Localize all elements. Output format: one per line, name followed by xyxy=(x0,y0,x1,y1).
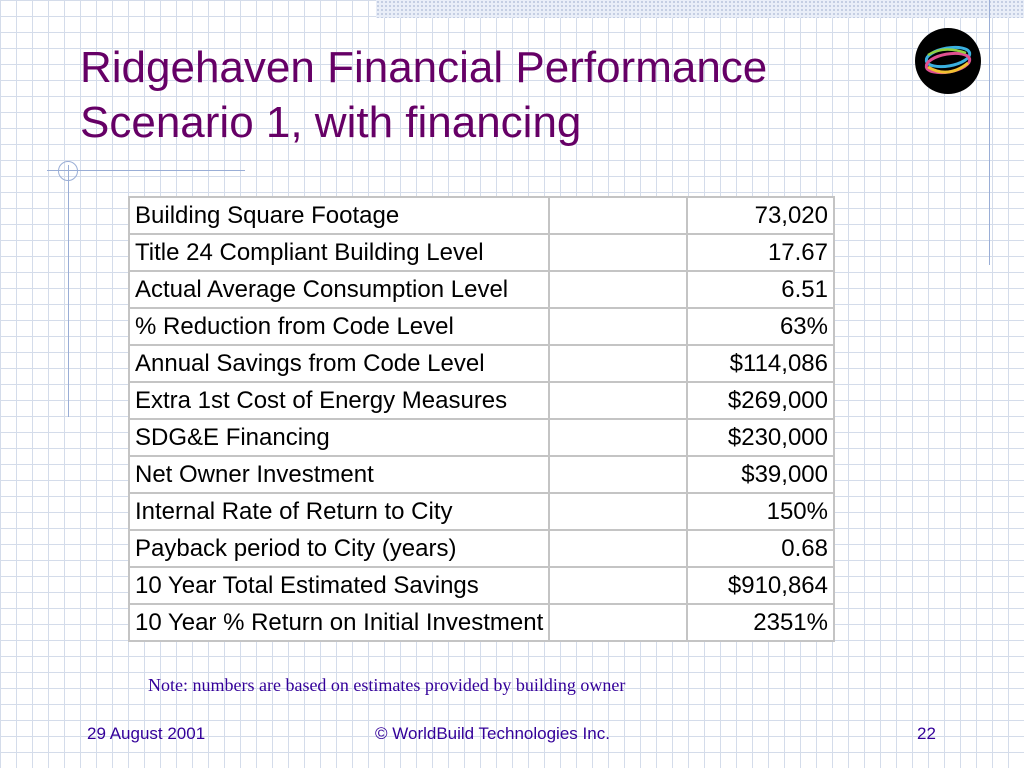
row-value: 73,020 xyxy=(687,197,834,234)
worldbuild-logo-icon xyxy=(914,27,982,95)
row-value: 150% xyxy=(687,493,834,530)
crosshair-circle-icon xyxy=(58,161,78,181)
row-spacer-cell xyxy=(549,234,687,271)
row-spacer-cell xyxy=(549,419,687,456)
table-row xyxy=(129,567,834,604)
row-label: SDG&E Financing xyxy=(129,419,549,456)
slide-title xyxy=(80,40,767,150)
table-row xyxy=(129,382,834,419)
row-label: 10 Year % Return on Initial Investment xyxy=(129,604,549,641)
row-spacer-cell xyxy=(549,197,687,234)
row-spacer-cell xyxy=(549,382,687,419)
footer-page-number: 22 xyxy=(917,724,936,743)
row-value: $114,086 xyxy=(687,345,834,382)
row-label: Title 24 Compliant Building Level xyxy=(129,234,549,271)
row-spacer-cell xyxy=(549,567,687,604)
row-value: 0.68 xyxy=(687,530,834,567)
left-decorative-line xyxy=(68,165,69,417)
row-spacer-cell xyxy=(549,308,687,345)
row-value: 63% xyxy=(687,308,834,345)
title-line-1: Ridgehaven Financial Performance xyxy=(80,43,768,92)
row-spacer-cell xyxy=(549,604,687,641)
top-decorative-band xyxy=(376,0,1024,18)
financial-performance-table xyxy=(128,196,835,642)
row-label: Actual Average Consumption Level xyxy=(129,271,549,308)
row-value: 2351% xyxy=(687,604,834,641)
row-value: $910,864 xyxy=(687,567,834,604)
row-label: Annual Savings from Code Level xyxy=(129,345,549,382)
row-label: 10 Year Total Estimated Savings xyxy=(129,567,549,604)
table-row xyxy=(129,530,834,567)
row-spacer-cell xyxy=(549,530,687,567)
table-row xyxy=(129,419,834,456)
row-spacer-cell xyxy=(549,271,687,308)
table-row xyxy=(129,456,834,493)
row-value: 17.67 xyxy=(687,234,834,271)
row-spacer-cell xyxy=(549,345,687,382)
table-row xyxy=(129,271,834,308)
row-spacer-cell xyxy=(549,456,687,493)
row-spacer-cell xyxy=(549,493,687,530)
footer-date: 29 August 2001 xyxy=(87,724,206,743)
table-row xyxy=(129,604,834,641)
row-label: Net Owner Investment xyxy=(129,456,549,493)
title-line-2: Scenario 1, with financing xyxy=(80,98,582,147)
row-value: 6.51 xyxy=(687,271,834,308)
table-row xyxy=(129,345,834,382)
row-label: Extra 1st Cost of Energy Measures xyxy=(129,382,549,419)
row-label: Payback period to City (years) xyxy=(129,530,549,567)
table-row xyxy=(129,493,834,530)
table-row xyxy=(129,308,834,345)
footer-copyright: © WorldBuild Technologies Inc. xyxy=(375,724,610,743)
right-decorative-line xyxy=(989,0,990,265)
row-label: Building Square Footage xyxy=(129,197,549,234)
row-value: $269,000 xyxy=(687,382,834,419)
row-label: % Reduction from Code Level xyxy=(129,308,549,345)
table-row xyxy=(129,197,834,234)
row-label: Internal Rate of Return to City xyxy=(129,493,549,530)
row-value: $39,000 xyxy=(687,456,834,493)
row-value: $230,000 xyxy=(687,419,834,456)
table-body xyxy=(129,197,834,641)
table-row xyxy=(129,234,834,271)
estimate-note: Note: numbers are based on estimates provided by building owner xyxy=(148,675,626,695)
